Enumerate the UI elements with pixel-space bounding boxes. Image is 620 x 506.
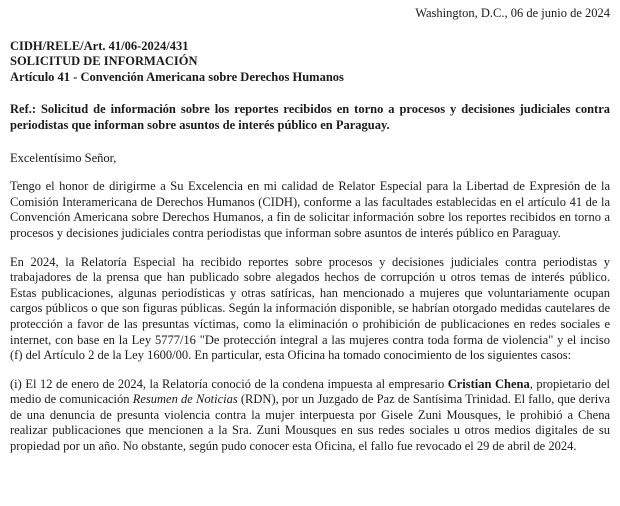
case-media-outlet-name: Resumen de Noticias [132,392,238,407]
case-text-start: (i) El 12 de enero de 2024, la Relatoría conoció de la condena impuesta al empresario [10,376,448,391]
salutation: Excelentísimo Señor, [10,150,117,165]
reference-number: CIDH/RELE/Art. 41/06-2024/431 [10,38,189,53]
paragraph-context: En 2024, la Relatoría Especial ha recibido reportes sobre procesos y decisiones judiciales contra periodistas y trabajadores de la prensa que han publicado sobre alegados hechos de corrupción u otros temas de interés público. Estas publicaciones, algunas periodísticas y otras satíricas, han mencionado a mujeres que voluntariamente ocupan cargos públicos o que son figuras públicas. Según la información disponible, se habrían otorgado medidas cautelares de protección a favor de las presuntas víctimas, como la eliminación o prohibición de publicaciones en redes sociales e internet, con base en la Ley 5777/16 "De protección integral a las mujeres contra toda forma de violencia" y el inciso (f) del Artículo 2 de la Ley 1600/00. En particular, esta Oficina ha tomado conocimiento de los siguientes casos: [10,254,610,363]
article-line: Artículo 41 - Convención Americana sobre Derechos Humanos [10,69,344,84]
letter-header-block [10,39,610,86]
document-type-title: SOLICITUD DE INFORMACIÓN [10,54,198,69]
letter-date: Washington, D.C., 06 de junio de 2024 [415,6,610,20]
paragraph-introduction: Tengo el honor de dirigirme a Su Excelencia en mi calidad de Relator Especial para la Libertad de Expresión de la Comisión Interamericana de Derechos Humanos (CIDH), conforme a las facultades establecidas en el artículo 41 de la Convención Americana sobre Derechos Humanos, a fin de solicitar información sobre los reportes recibidos en torno a procesos y decisiones judiciales contra periodistas que informan sobre asuntos de interés público en Paraguay. [10,179,610,240]
subject-line: Ref.: Solicitud de información sobre los reportes recibidos en torno a procesos y decisiones judiciales contra periodistas que informan sobre asuntos de interés público en Paraguay. [10,102,610,132]
case-text-middle-1: , propietario del medio de comunicación [10,376,610,407]
paragraph-case-i [10,377,610,455]
case-text-end: (RDN), por un Juzgado de Paz de Santísima Trinidad. El fallo, que deriva de una denuncia de presunta violencia contra la mujer interpuesta por Gisele Zuni Mousques, le prohibió a Chena realizar publicaciones que mencionen a la Sra. Zuni Mousques en sus redes sociales u otros medios digitales de su propiedad por un año. No obstante, según pudo conocer esta Oficina, el fallo fue revocado el 29 de abril de 2024. [10,392,610,454]
case-person-name: Cristian Chena [447,376,530,391]
